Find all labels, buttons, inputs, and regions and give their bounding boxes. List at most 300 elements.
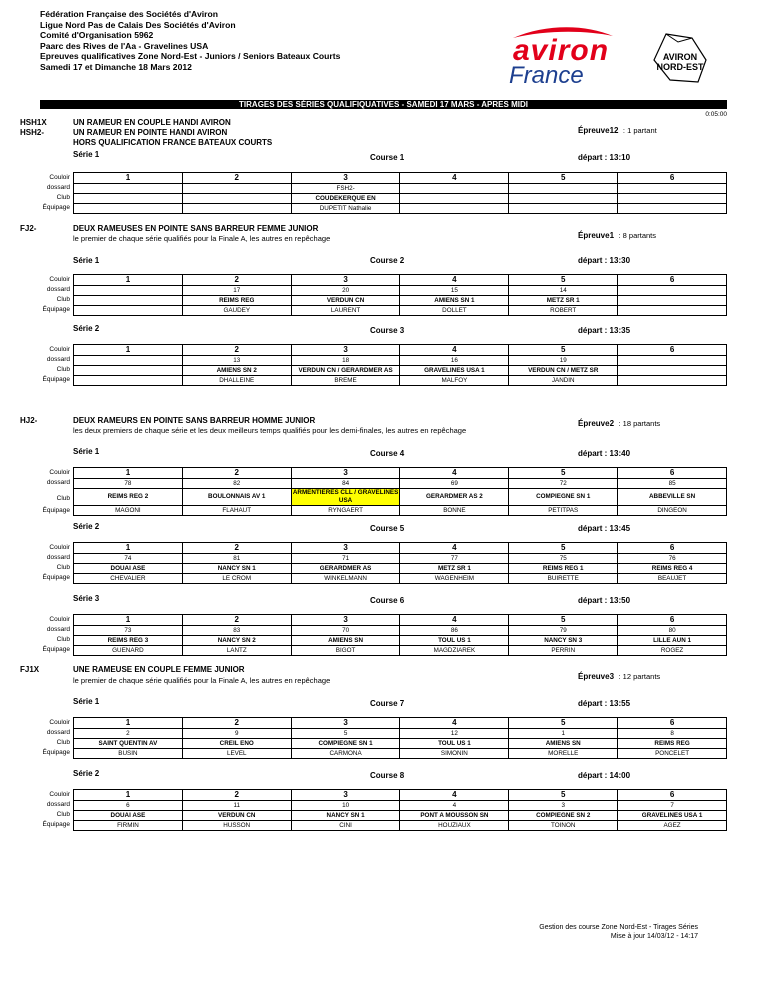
serie-label: Série 1 <box>73 150 100 159</box>
lane-cell: 3 <box>291 615 400 626</box>
equipage-cell: MAGDZIAREK <box>400 646 509 656</box>
club-cell <box>400 194 509 204</box>
equipage-cell: LAURENT <box>291 306 400 316</box>
dossard-cell: 77 <box>400 554 509 564</box>
club-cell <box>509 194 618 204</box>
equipage-cell: GUENARD <box>74 646 183 656</box>
lane-cell: 4 <box>400 790 509 801</box>
club-row <box>74 564 727 574</box>
label-club: Club <box>56 564 70 571</box>
equipage-cell: GAUDEY <box>182 306 291 316</box>
race-table <box>73 789 727 831</box>
depart-time: départ : 13:40 <box>578 449 631 458</box>
equipage-cell: ROGEZ <box>618 646 727 656</box>
epreuve-info <box>578 120 657 138</box>
label-couloir: Couloir <box>49 346 70 353</box>
dossard-cell: 20 <box>291 286 400 296</box>
label-equipage: Équipage <box>42 646 70 653</box>
lane-cell: 1 <box>74 468 183 479</box>
label-couloir: Couloir <box>49 616 70 623</box>
serie-label: Série 1 <box>73 256 100 265</box>
label-club: Club <box>56 636 70 643</box>
header-line: Epreuves qualificatives Zone Nord-Est - Juniors / Seniors Bateaux Courts <box>40 51 341 62</box>
equipage-cell <box>74 376 183 386</box>
club-cell <box>74 194 183 204</box>
club-cell <box>618 296 727 306</box>
event-code: FJ1X <box>20 665 40 674</box>
lane-cell: 1 <box>74 275 183 286</box>
partants-count: : 1 partant <box>622 126 657 135</box>
lane-cell: 5 <box>509 718 618 729</box>
lane-row <box>74 468 727 479</box>
lane-cell: 5 <box>509 790 618 801</box>
title-banner: TIRAGES DES SÉRIES QUALIFIQUATIVES - SAMEDI 17 MARS - APRES MIDI <box>40 100 727 109</box>
club-cell: DOUAI ASE <box>74 564 183 574</box>
equipage-cell: CINI <box>291 821 400 831</box>
equipage-cell: DUPETIT Nathalie <box>291 204 400 214</box>
equipage-cell: SIMONIN <box>400 749 509 759</box>
dossard-cell: 11 <box>182 801 291 811</box>
dossard-cell: 72 <box>509 479 618 489</box>
dossard-cell: 10 <box>291 801 400 811</box>
event-code: HJ2- <box>20 416 38 425</box>
dossard-cell: 9 <box>182 729 291 739</box>
lane-cell: 4 <box>400 615 509 626</box>
dossard-cell: 83 <box>182 626 291 636</box>
equipage-cell: LANTZ <box>182 646 291 656</box>
dossard-cell: 13 <box>182 356 291 366</box>
club-cell: NANCY SN 3 <box>509 636 618 646</box>
label-dossard: dossard <box>46 479 70 486</box>
event-note: le premier de chaque série qualifiés pour la Finale A, les autres en repêchage <box>73 676 331 685</box>
equipage-cell: BIGOT <box>291 646 400 656</box>
label-equipage: Équipage <box>42 376 70 383</box>
equipage-cell: BEAUJET <box>618 574 727 584</box>
club-cell: ARMENTIERES CLL / GRAVELINES USA <box>292 489 399 504</box>
dossard-cell: 8 <box>618 729 727 739</box>
dossard-cell: FSH2- <box>291 184 400 194</box>
club-cell: VERDUN CN <box>182 811 291 821</box>
label-dossard: dossard <box>46 356 70 363</box>
club-cell: COUDEKERQUE EN <box>291 194 400 204</box>
event-code-line: HSH2- <box>20 128 45 137</box>
partants-count: : 12 partants <box>618 672 661 681</box>
club-cell: GERARDMER AS 2 <box>400 489 509 506</box>
lane-cell: 3 <box>291 468 400 479</box>
dossard-cell: 78 <box>74 479 183 489</box>
course-label: Course 1 <box>370 153 405 162</box>
club-cell: DOUAI ASE <box>74 811 183 821</box>
dossard-cell: 81 <box>182 554 291 564</box>
event-title <box>73 118 272 148</box>
lane-cell: 2 <box>182 173 291 184</box>
logo-ne-line1: AVIRON <box>662 52 698 62</box>
course-label: Course 6 <box>370 596 405 605</box>
dossard-cell: 7 <box>618 801 727 811</box>
serie-label: Série 3 <box>73 594 100 603</box>
lane-cell: 5 <box>509 543 618 554</box>
lane-cell: 3 <box>291 790 400 801</box>
label-couloir: Couloir <box>49 276 70 283</box>
club-cell: LILLE AUN 1 <box>618 636 727 646</box>
club-cell: SAINT QUENTIN AV <box>74 739 183 749</box>
depart-time: départ : 13:30 <box>578 256 631 265</box>
course-label: Course 8 <box>370 771 405 780</box>
label-equipage: Équipage <box>42 574 70 581</box>
dossard-cell: 84 <box>291 479 400 489</box>
club-cell: METZ SR 1 <box>400 564 509 574</box>
lane-cell: 3 <box>291 718 400 729</box>
dossard-cell <box>74 184 183 194</box>
event-code-line: HSH1X <box>20 118 47 127</box>
label-equipage: Équipage <box>42 821 70 828</box>
event-title-line: HORS QUALIFICATION FRANCE BATEAUX COURTS <box>73 138 273 147</box>
lane-cell: 1 <box>74 173 183 184</box>
lane-row <box>74 173 727 184</box>
lane-row <box>74 543 727 554</box>
club-cell: AMIENS SN <box>509 739 618 749</box>
label-club: Club <box>56 194 70 201</box>
lane-cell: 6 <box>618 790 727 801</box>
club-cell <box>618 194 727 204</box>
label-couloir: Couloir <box>49 174 70 181</box>
header-line: Samedi 17 et Dimanche 18 Mars 2012 <box>40 61 192 72</box>
lane-row <box>74 790 727 801</box>
dossard-cell: 16 <box>400 356 509 366</box>
event-title-line: UN RAMEUR EN COUPLE HANDI AVIRON <box>73 118 231 127</box>
equipage-cell: AGEZ <box>618 821 727 831</box>
dossard-cell: 85 <box>618 479 727 489</box>
label-equipage: Équipage <box>42 507 70 514</box>
club-cell: PONT A MOUSSON SN <box>400 811 509 821</box>
header-line: Comité d'Organisation 5962 <box>40 30 154 41</box>
club-cell: COMPIEGNE SN 2 <box>509 811 618 821</box>
dossard-cell: 73 <box>74 626 183 636</box>
equipage-cell: WAGENHEIM <box>400 574 509 584</box>
event-title: DEUX RAMEUSES EN POINTE SANS BARREUR FEMME JUNIOR <box>73 224 319 233</box>
dossard-cell <box>618 286 727 296</box>
organizer-header <box>40 9 340 73</box>
label-dossard: dossard <box>46 184 70 191</box>
label-club: Club <box>56 495 70 502</box>
equipage-cell: FIRMIN <box>74 821 183 831</box>
serie-label: Série 2 <box>73 769 100 778</box>
dossard-cell <box>618 356 727 366</box>
lane-cell: 3 <box>291 345 400 356</box>
lane-cell: 4 <box>400 173 509 184</box>
lane-cell: 1 <box>74 790 183 801</box>
club-cell: VERDUN CN <box>291 296 400 306</box>
club-cell: REIMS REG <box>182 296 291 306</box>
dossard-cell: 6 <box>74 801 183 811</box>
depart-time: départ : 13:50 <box>578 596 631 605</box>
row-labels <box>20 543 70 583</box>
row-labels <box>20 790 70 830</box>
club-cell <box>74 296 183 306</box>
depart-time: départ : 14:00 <box>578 771 631 780</box>
dossard-cell: 15 <box>400 286 509 296</box>
lane-cell: 1 <box>74 615 183 626</box>
lane-cell: 3 <box>291 543 400 554</box>
race-table <box>73 614 727 656</box>
aviron-france-logo <box>505 22 615 92</box>
lane-cell: 4 <box>400 543 509 554</box>
event-code <box>20 118 47 138</box>
dossard-cell: 82 <box>182 479 291 489</box>
equipage-cell: PONCELET <box>618 749 727 759</box>
lane-cell: 6 <box>618 173 727 184</box>
footer-line2: Mise à jour 14/03/12 - 14:17 <box>610 933 698 940</box>
equipage-cell: BONNE <box>400 506 509 516</box>
event-title: UNE RAMEUSE EN COUPLE FEMME JUNIOR <box>73 665 245 674</box>
header-line: Ligue Nord Pas de Calais Des Sociétés d'Aviron <box>40 19 236 30</box>
epreuve-info <box>578 225 656 243</box>
equipage-cell: DOLLET <box>400 306 509 316</box>
event-note: le premier de chaque série qualifiés pour la Finale A, les autres en repêchage <box>73 234 331 243</box>
club-cell: NANCY SN 2 <box>182 636 291 646</box>
club-row <box>74 194 727 204</box>
lane-cell: 5 <box>509 275 618 286</box>
dossard-cell: 74 <box>74 554 183 564</box>
lane-cell: 5 <box>509 345 618 356</box>
club-row <box>74 636 727 646</box>
row-labels <box>20 275 70 315</box>
partants-count: : 18 partants <box>618 419 661 428</box>
equipage-row <box>74 821 727 831</box>
lane-cell: 2 <box>182 543 291 554</box>
equipage-cell <box>74 204 183 214</box>
label-equipage: Équipage <box>42 204 70 211</box>
logo-ne-line2: NORD-EST <box>656 62 704 72</box>
club-row <box>74 739 727 749</box>
partants-count: : 8 partants <box>618 231 657 240</box>
equipage-cell: TOINON <box>509 821 618 831</box>
label-club: Club <box>56 811 70 818</box>
equipage-cell: WINKELMANN <box>291 574 400 584</box>
event-code: FJ2- <box>20 224 37 233</box>
course-label: Course 2 <box>370 256 405 265</box>
label-couloir: Couloir <box>49 719 70 726</box>
lane-cell: 2 <box>182 790 291 801</box>
club-cell: GERARDMER AS <box>291 564 400 574</box>
dossard-row <box>74 801 727 811</box>
lane-cell: 2 <box>182 345 291 356</box>
lane-cell: 2 <box>182 468 291 479</box>
club-cell: COMPIEGNE SN 1 <box>291 739 400 749</box>
equipage-cell: MALFOY <box>400 376 509 386</box>
event-note: les deux premiers de chaque série et les deux meilleurs temps qualifiés pour les demi-finales, les autres en repêchage <box>73 426 467 435</box>
equipage-cell: PETITPAS <box>509 506 618 516</box>
depart-time: départ : 13:45 <box>578 524 631 533</box>
equipage-row <box>74 506 727 516</box>
label-couloir: Couloir <box>49 544 70 551</box>
header-line: Fédération Française des Sociétés d'Aviron <box>40 9 218 19</box>
dossard-cell: 4 <box>400 801 509 811</box>
dossard-row <box>74 184 727 194</box>
label-dossard: dossard <box>46 554 70 561</box>
equipage-row <box>74 306 727 316</box>
dossard-cell: 79 <box>509 626 618 636</box>
label-dossard: dossard <box>46 801 70 808</box>
dossard-cell: 86 <box>400 626 509 636</box>
equipage-cell: BREME <box>291 376 400 386</box>
label-couloir: Couloir <box>49 469 70 476</box>
lane-cell: 3 <box>291 275 400 286</box>
dossard-cell: 17 <box>182 286 291 296</box>
club-cell: COMPIEGNE SN 1 <box>509 489 618 506</box>
serie-label: Série 1 <box>73 697 100 706</box>
course-label: Course 7 <box>370 699 405 708</box>
club-cell: GRAVELINES USA 1 <box>618 811 727 821</box>
row-labels <box>20 615 70 655</box>
lane-cell: 6 <box>618 345 727 356</box>
lane-cell: 6 <box>618 615 727 626</box>
club-cell: REIMS REG 3 <box>74 636 183 646</box>
lane-cell: 6 <box>618 543 727 554</box>
dossard-cell <box>74 286 183 296</box>
club-cell: TOUL US 1 <box>400 636 509 646</box>
equipage-cell: DHALLEINE <box>182 376 291 386</box>
club-cell: AMIENS SN <box>291 636 400 646</box>
epreuve-label: Épreuve12 <box>578 126 619 135</box>
club-row <box>74 489 727 506</box>
header-line: Paarc des Rives de l'Aa - Gravelines USA <box>40 40 209 51</box>
club-cell: VERDUN CN / GERARDMER AS <box>291 366 400 376</box>
equipage-cell <box>182 204 291 214</box>
epreuve-label: Épreuve3 <box>578 672 615 681</box>
epreuve-info <box>578 413 660 431</box>
equipage-cell: LE CROM <box>182 574 291 584</box>
label-club: Club <box>56 296 70 303</box>
equipage-cell: MAGONI <box>74 506 183 516</box>
equipage-cell <box>618 204 727 214</box>
epreuve-label: Épreuve2 <box>578 419 615 428</box>
club-row <box>74 366 727 376</box>
label-couloir: Couloir <box>49 791 70 798</box>
dossard-cell: 69 <box>400 479 509 489</box>
event-title: DEUX RAMEURS EN POINTE SANS BARREUR HOMME JUNIOR <box>73 416 316 425</box>
lane-cell: 4 <box>400 275 509 286</box>
course-label: Course 3 <box>370 326 405 335</box>
dossard-row <box>74 554 727 564</box>
club-cell <box>618 366 727 376</box>
club-row <box>74 811 727 821</box>
lane-cell: 1 <box>74 345 183 356</box>
serie-label: Série 1 <box>73 447 100 456</box>
aviron-nord-est-logo <box>648 30 708 85</box>
race-table <box>73 467 727 516</box>
logo-aviron-text: aviron <box>513 34 610 67</box>
lane-cell: 1 <box>74 718 183 729</box>
club-cell: NANCY SN 1 <box>182 564 291 574</box>
dossard-cell: 18 <box>291 356 400 366</box>
depart-time: départ : 13:55 <box>578 699 631 708</box>
dossard-cell: 2 <box>74 729 183 739</box>
dossard-cell <box>74 356 183 366</box>
lane-row <box>74 615 727 626</box>
lane-cell: 2 <box>182 275 291 286</box>
equipage-cell: LEVEL <box>182 749 291 759</box>
equipage-cell: PERRIN <box>509 646 618 656</box>
equipage-row <box>74 376 727 386</box>
lane-cell: 5 <box>509 173 618 184</box>
lane-cell: 2 <box>182 615 291 626</box>
club-cell: REIMS REG 4 <box>618 564 727 574</box>
dossard-cell: 12 <box>400 729 509 739</box>
dossard-cell <box>618 184 727 194</box>
club-cell <box>182 194 291 204</box>
footer <box>539 923 698 941</box>
dossard-cell: 19 <box>509 356 618 366</box>
club-cell: GRAVELINES USA 1 <box>400 366 509 376</box>
club-cell: BOULONNAIS AV 1 <box>182 489 291 506</box>
equipage-cell: BUSIN <box>74 749 183 759</box>
equipage-cell: FLAHAUT <box>182 506 291 516</box>
race-table <box>73 542 727 584</box>
dossard-row <box>74 626 727 636</box>
label-dossard: dossard <box>46 729 70 736</box>
club-cell: METZ SR 1 <box>509 296 618 306</box>
equipage-row <box>74 574 727 584</box>
equipage-cell <box>74 306 183 316</box>
club-cell: REIMS REG <box>618 739 727 749</box>
logo-france-text: France <box>509 62 584 89</box>
label-dossard: dossard <box>46 626 70 633</box>
dossard-row <box>74 479 727 489</box>
lane-row <box>74 718 727 729</box>
equipage-cell: MORELLE <box>509 749 618 759</box>
serie-label: Série 2 <box>73 522 100 531</box>
label-club: Club <box>56 739 70 746</box>
lane-cell: 4 <box>400 468 509 479</box>
equipage-cell <box>618 306 727 316</box>
equipage-cell: HOUZIAUX <box>400 821 509 831</box>
equipage-cell <box>400 204 509 214</box>
footer-line1: Gestion des course Zone Nord-Est - Tirages Séries <box>539 924 698 931</box>
row-labels <box>20 345 70 385</box>
dossard-cell: 3 <box>509 801 618 811</box>
dossard-cell: 80 <box>618 626 727 636</box>
dossard-cell <box>182 184 291 194</box>
lane-cell: 1 <box>74 543 183 554</box>
club-cell: AMIENS SN 2 <box>182 366 291 376</box>
equipage-cell: ROBERT <box>509 306 618 316</box>
club-cell: ABBEVILLE SN <box>618 489 727 506</box>
dossard-cell: 75 <box>509 554 618 564</box>
lane-cell: 6 <box>618 718 727 729</box>
equipage-cell: BUIRETTE <box>509 574 618 584</box>
row-labels <box>20 173 70 213</box>
club-cell: VERDUN CN / METZ SR <box>509 366 618 376</box>
lane-cell: 6 <box>618 468 727 479</box>
club-cell: REIMS REG 2 <box>74 489 183 506</box>
club-cell: AMIENS SN 1 <box>400 296 509 306</box>
epreuve-label: Épreuve1 <box>578 231 615 240</box>
dossard-cell: 1 <box>509 729 618 739</box>
race-table <box>73 274 727 316</box>
depart-time: départ : 13:35 <box>578 326 631 335</box>
course-label: Course 4 <box>370 449 405 458</box>
equipage-cell <box>618 376 727 386</box>
row-labels <box>20 718 70 758</box>
race-table <box>73 172 727 214</box>
event-title-line: UN RAMEUR EN POINTE HANDI AVIRON <box>73 128 228 137</box>
club-cell: REIMS REG 1 <box>509 564 618 574</box>
label-dossard: dossard <box>46 286 70 293</box>
lane-cell: 5 <box>509 468 618 479</box>
row-labels <box>20 468 70 516</box>
dossard-cell: 71 <box>291 554 400 564</box>
